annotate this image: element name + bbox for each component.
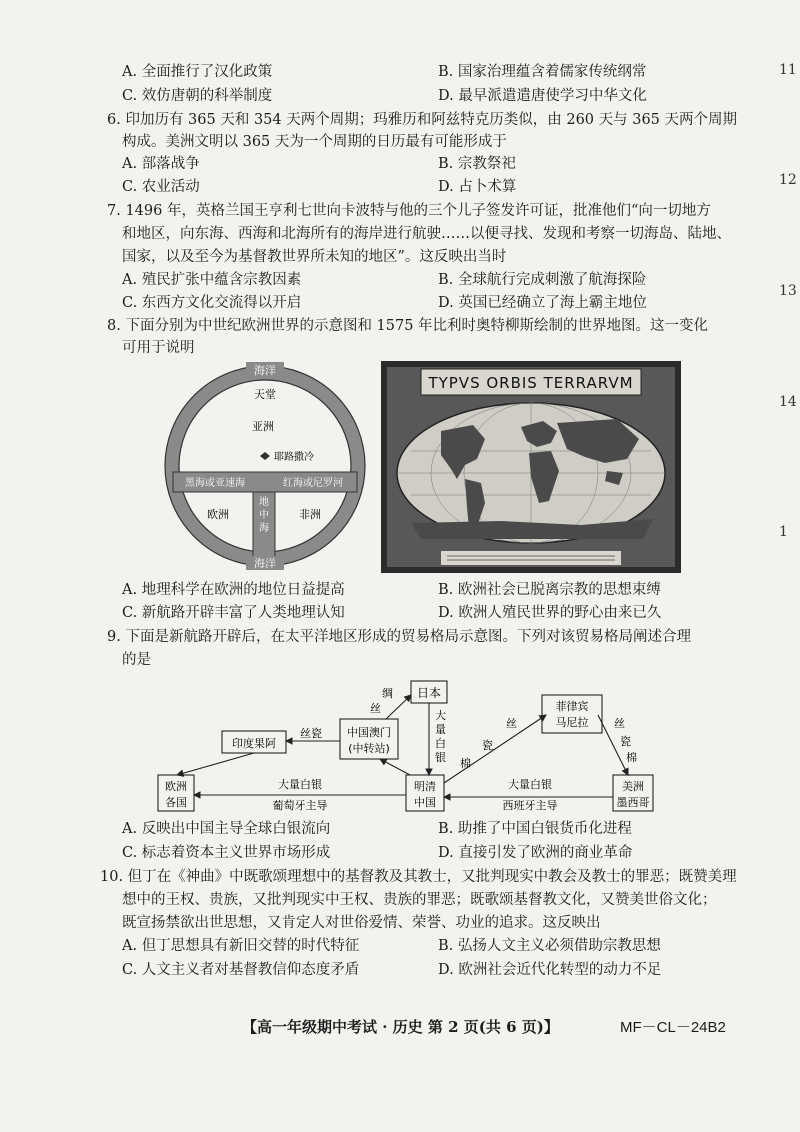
q6-option-a: A. 部落战争 bbox=[122, 156, 200, 172]
q6-stem-line2: 构成。美洲文明以 365 天为一个周期的日历最有可能形成于 bbox=[122, 134, 507, 150]
tomap-ocean-top: 海洋 bbox=[254, 364, 276, 377]
tomap-right-sea: 红海或尼罗河 bbox=[283, 478, 343, 489]
label-right-ci: 瓷 bbox=[620, 735, 631, 748]
q9-option-c: C. 标志着资本主义世界市场形成 bbox=[122, 845, 331, 861]
q9-stem-line2: 的是 bbox=[122, 652, 151, 668]
q7-option-d: D. 英国已经确立了海上霸主地位 bbox=[438, 295, 647, 311]
label-mexico-silver: 大量白银 bbox=[508, 778, 552, 791]
trade-pattern-diagram bbox=[150, 675, 660, 815]
q9-stem-line1: 9. 下面是新航路开辟后，在太平洋地区形成的贸易格局示意图。下列对该贸易格局阐述合理 bbox=[107, 629, 691, 645]
q8-option-b: B. 欧洲社会已脱离宗教的思想束缚 bbox=[438, 582, 661, 598]
margin-number-12: 12 bbox=[779, 172, 797, 188]
node-china-line1: 明清 bbox=[414, 780, 436, 793]
q5-option-c: C. 效仿唐朝的科举制度 bbox=[122, 88, 273, 104]
q7-option-a: A. 殖民扩张中蕴含宗教因素 bbox=[122, 272, 302, 288]
margin-number-15: 1 bbox=[779, 524, 788, 540]
margin-number-13: 13 bbox=[779, 283, 797, 299]
exam-code: MF－CL－24B2 bbox=[620, 1019, 726, 1036]
node-europe-line2: 各国 bbox=[165, 796, 187, 809]
q7-stem-line3: 国家，以及至今为基督教世界所未知的地区”。这反映出当时 bbox=[122, 249, 507, 265]
node-mexico-line1: 美洲 bbox=[622, 780, 644, 793]
node-macau-line2: (中转站) bbox=[348, 742, 390, 755]
q7-stem-line2: 和地区，向东海、西海和北海所有的海岸进行航驶……以便寻找、发现和考察一切海岛、陆地、 bbox=[122, 226, 731, 242]
tomap-mediterranean-2: 中 bbox=[259, 510, 269, 521]
tomap-mediterranean-3: 海 bbox=[259, 523, 269, 534]
q10-stem-line1: 10. 但丁在《神曲》中既歌颂理想中的基督教及其教士，又批判现实中教会及教士的罪恶；既赞美理 bbox=[100, 869, 737, 885]
q10-option-d: D. 欧洲社会近代化转型的动力不足 bbox=[438, 962, 662, 978]
q6-stem-line1: 6. 印加历有 365 天和 354 天两个周期；玛雅历和阿兹特克历类似，由 260 天与 365 天两个周期 bbox=[107, 112, 738, 128]
label-left-mian: 棉 bbox=[460, 757, 471, 770]
tomap-ocean-bottom: 海洋 bbox=[254, 557, 276, 570]
q10-option-a: A. 但丁思想具有新旧交替的时代特征 bbox=[122, 938, 360, 954]
label-silver-4: 银 bbox=[435, 751, 446, 764]
t-o-map bbox=[160, 360, 370, 572]
label-spain-led: 西班牙主导 bbox=[502, 799, 558, 812]
ortelius-world-map bbox=[381, 361, 681, 573]
tomap-left-sea: 黑海或亚速海 bbox=[185, 478, 245, 489]
q8-option-c: C. 新航路开辟丰富了人类地理认知 bbox=[122, 605, 345, 621]
node-mexico-line2: 墨西哥 bbox=[616, 796, 650, 809]
q6-option-c: C. 农业活动 bbox=[122, 179, 200, 195]
tomap-mediterranean-1: 地 bbox=[259, 497, 269, 508]
node-europe-line1: 欧洲 bbox=[165, 780, 187, 793]
margin-number-11: 11 bbox=[779, 62, 797, 78]
q7-option-c: C. 东西方文化交流得以开启 bbox=[122, 295, 302, 311]
q7-stem-line1: 7. 1496 年，英格兰国王亨利七世向卡波特与他的三个儿子签发许可证，批准他们“向一切地方 bbox=[107, 203, 711, 219]
tomap-asia: 亚洲 bbox=[252, 420, 274, 433]
q6-option-b: B. 宗教祭祀 bbox=[438, 156, 516, 172]
q7-option-b: B. 全球航行完成刺激了航海探险 bbox=[438, 272, 647, 288]
q9-option-b: B. 助推了中国白银货币化进程 bbox=[438, 821, 632, 837]
label-silver-2: 量 bbox=[435, 723, 446, 736]
label-right-mian: 棉 bbox=[626, 751, 637, 764]
margin-number-14: 14 bbox=[779, 394, 797, 410]
jerusalem-marker bbox=[260, 452, 270, 460]
label-silk-porcelain: 丝瓷 bbox=[300, 727, 322, 740]
label-left-ci: 瓷 bbox=[482, 739, 493, 752]
node-manila-line1: 菲律宾 bbox=[555, 700, 589, 713]
label-portugal-led: 葡萄牙主导 bbox=[272, 799, 328, 812]
node-macau-line1: 中国澳门 bbox=[347, 726, 391, 739]
label-silk-chou: 绸 bbox=[382, 687, 393, 700]
q8-option-a: A. 地理科学在欧洲的地位日益提高 bbox=[122, 582, 345, 598]
node-china-line2: 中国 bbox=[414, 796, 436, 809]
q10-option-c: C. 人文主义者对基督教信仰态度矛盾 bbox=[122, 962, 360, 978]
q10-option-b: B. 弘扬人文主义必须借助宗教思想 bbox=[438, 938, 661, 954]
q10-stem-line2: 想中的王权、贵族，又批判现实中王权、贵族的罪恶；既歌颂基督教文化，又赞美世俗文化； bbox=[122, 892, 717, 908]
q8-option-d: D. 欧洲人殖民世界的野心由来已久 bbox=[438, 605, 662, 621]
q8-stem-line1: 8. 下面分别为中世纪欧洲世界的示意图和 1575 年比利时奥特柳斯绘制的世界地图。这一变化 bbox=[107, 318, 709, 334]
q9-option-a: A. 反映出中国主导全球白银流向 bbox=[122, 821, 331, 837]
tomap-europe: 欧洲 bbox=[207, 508, 229, 521]
label-europe-silver: 大量白银 bbox=[278, 778, 322, 791]
label-silk-si: 丝 bbox=[370, 702, 381, 715]
node-goa: 印度果阿 bbox=[232, 737, 276, 750]
tomap-paradise: 天堂 bbox=[254, 388, 276, 401]
label-left-si: 丝 bbox=[506, 717, 517, 730]
q5-option-d: D. 最早派遣遣唐使学习中华文化 bbox=[438, 88, 647, 104]
worldmap-title: TYPVS ORBIS TERRARVM bbox=[428, 374, 634, 392]
q8-stem-line2: 可用于说明 bbox=[122, 340, 195, 356]
tomap-jerusalem: 耶路撒冷 bbox=[274, 452, 314, 463]
label-right-si: 丝 bbox=[614, 717, 625, 730]
node-japan: 日本 bbox=[416, 686, 442, 700]
q6-option-d: D. 占卜术算 bbox=[438, 179, 517, 195]
q9-option-d: D. 直接引发了欧洲的商业革命 bbox=[438, 845, 633, 861]
label-silver-1: 大 bbox=[435, 709, 446, 722]
label-silver-3: 白 bbox=[435, 737, 446, 750]
page-footer: 【高一年级期中考试 · 历史 第 2 页(共 6 页)】 bbox=[242, 1018, 559, 1036]
q5-option-a: A. 全面推行了汉化政策 bbox=[122, 64, 273, 80]
node-manila-line2: 马尼拉 bbox=[555, 716, 589, 729]
q5-option-b: B. 国家治理蕴含着儒家传统纲常 bbox=[438, 64, 647, 80]
tomap-africa: 非洲 bbox=[299, 508, 321, 521]
q10-stem-line3: 既宣扬禁欲出世思想，又肯定人对世俗爱情、荣誉、功业的追求。这反映出 bbox=[122, 915, 601, 931]
